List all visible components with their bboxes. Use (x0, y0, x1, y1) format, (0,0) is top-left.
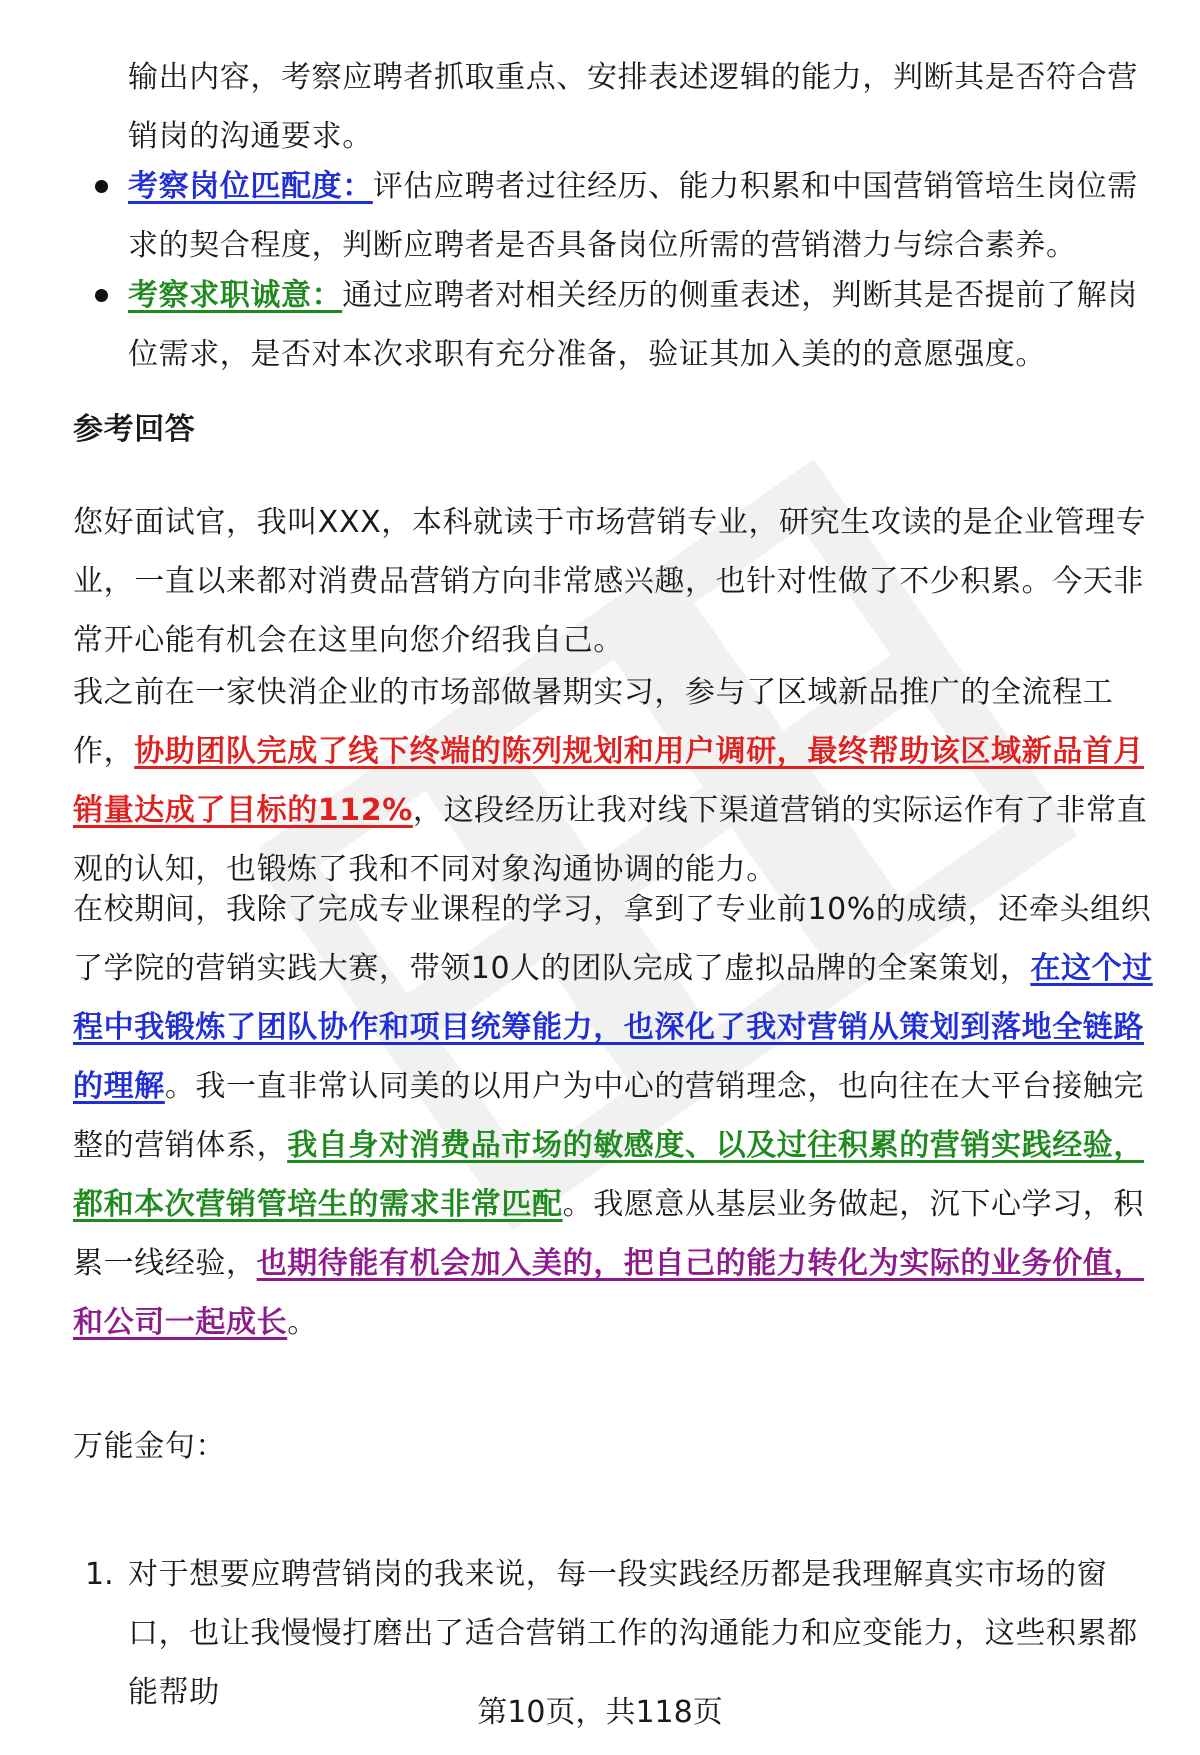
golden-item-1: 对于想要应聘营销岗的我来说，每一段实践经历都是我理解真实市场的窗口，也让我慢慢打磨出了适合营销工作的沟通能力和应变能力，这些积累都能帮助 (128, 1557, 1138, 1710)
bullet-item-sincerity (128, 266, 1153, 384)
reference-heading: 参考回答 (73, 412, 196, 447)
bullet-label-job-match: 考察岗位匹配度： (128, 169, 373, 204)
highlight-red: 协助团队完成了线下终端的陈列规划和用户调研，最终帮助该区域新品首月销量达成了目标的112% (73, 734, 1145, 828)
bullet-text-sincerity: 通过应聘者对相关经历的侧重表述，判断其是否提前了解岗位需求，是否对本次求职有充分准备，验证其加入美的的意愿强度。 (128, 278, 1138, 372)
answer-text: 。我一直非常认同美的以用户为中心的营销理念，也向往在大平台接触完整的营销体系， (73, 1069, 1145, 1163)
answer-paragraph-2 (73, 663, 1153, 899)
answer-paragraph-3 (73, 880, 1153, 1352)
bullet-dot (95, 289, 108, 302)
bullet-item-job-match (128, 157, 1153, 275)
answer-text: ，这段经历让我对线下渠道营销的实际运作有了非常直观的认知，也锻炼了我和不同对象沟通协调的能力。 (73, 793, 1148, 887)
page-footer: 第10页，共118页 (477, 1695, 723, 1730)
answer-text: 。 (287, 1305, 318, 1340)
highlight-green: 我自身对消费品市场的敏感度、以及过往积累的营销实践经验，都和本次营销管培生的需求非常匹配 (73, 1128, 1145, 1222)
list-number: 1. (85, 1557, 114, 1592)
bullet-dot (95, 180, 108, 193)
answer-paragraph-1: 您好面试官，我叫XXX，本科就读于市场营销专业，研究生攻读的是企业管理专业，一直以来都对消费品营销方向非常感兴趣，也针对性做了不少积累。今天非常开心能有机会在这里向您介绍我自己。 (73, 505, 1147, 658)
bullet-label-sincerity: 考察求职诚意： (128, 278, 343, 313)
answer-text: 我之前在一家快消企业的市场部做暑期实习，参与了区域新品推广的全流程工作， (73, 675, 1114, 769)
intro-paragraph: 输出内容，考察应聘者抓取重点、安排表述逻辑的能力，判断其是否符合营销岗的沟通要求。 (128, 60, 1138, 154)
highlight-blue: 在这个过程中我锻炼了团队协作和项目统筹能力，也深化了我对营销从策划到落地全链路的理解 (73, 951, 1153, 1104)
bullet-text-job-match: 评估应聘者过往经历、能力积累和中国营销管培生岗位需求的契合程度，判断应聘者是否具备岗位所需的营销潜力与综合素养。 (128, 169, 1138, 263)
highlight-purple: 也期待能有机会加入美的，把自己的能力转化为实际的业务价值，和公司一起成长 (73, 1246, 1145, 1340)
answer-text: 。我愿意从基层业务做起，沉下心学习，积累一线经验， (73, 1187, 1145, 1281)
golden-sentences-heading: 万能金句： (73, 1429, 226, 1464)
answer-text: 在校期间，我除了完成专业课程的学习，拿到了专业前10%的成绩，还牵头组织了学院的营销实践大赛，带领10人的团队完成了虚拟品牌的全案策划， (73, 892, 1152, 986)
